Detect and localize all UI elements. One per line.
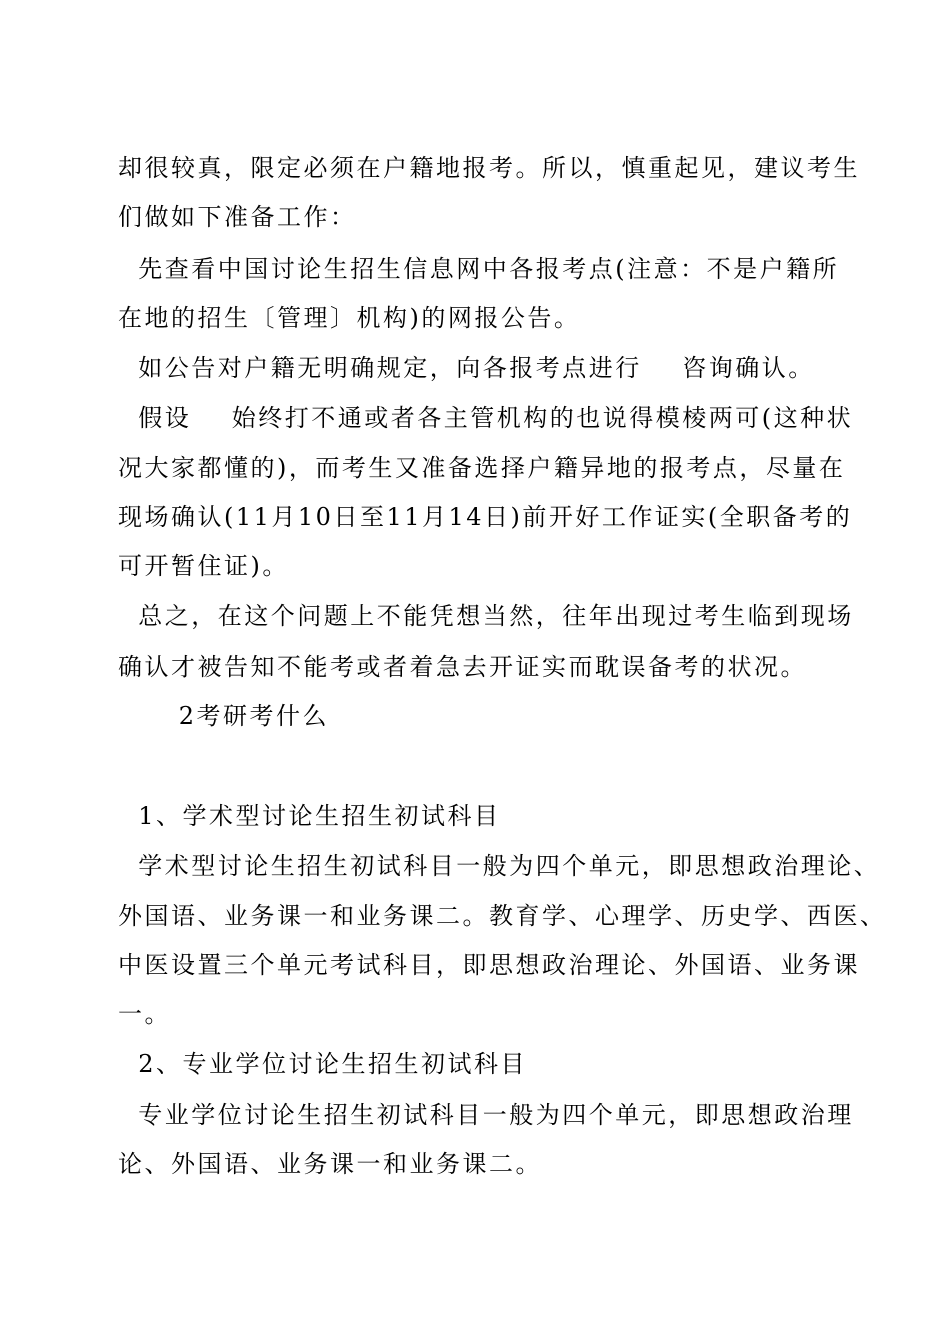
text-line: 中医设置三个单元考试科目，即思想政治理论、外国语、业务课 (118, 951, 860, 979)
text-line: 在地的招生〔管理〕机构)的网报公告。 (118, 304, 581, 332)
text-line: 现场确认(11月10日至11月14日)前开好工作证实(全职备考的 (118, 503, 853, 531)
text-line: 学术型讨论生招生初试科目一般为四个单元，即思想政治理论、 (118, 852, 881, 880)
text-line: 确认才被告知不能考或者着急去开证实而耽误备考的状况。 (118, 653, 807, 681)
text-line: 总之，在这个问题上不能凭想当然，往年出现过考生临到现场 (118, 602, 854, 630)
subsection-heading: 1、学术型讨论生招生初试科目 (118, 802, 501, 830)
text-line: 却很较真，限定必须在户籍地报考。所以，慎重起见，建议考生 (118, 154, 860, 182)
text-line: 假设 始终打不通或者各主管机构的也说得模棱两可(这种状 (118, 404, 854, 432)
subsection-heading: 2、专业学位讨论生招生初试科目 (118, 1050, 528, 1078)
text-line: 如公告对户籍无明确规定，向各报考点进行 咨询确认。 (118, 354, 815, 382)
text-line: 先查看中国讨论生招生信息网中各报考点(注意：不是户籍所 (118, 255, 840, 283)
text-line: 论、外国语、业务课一和业务课二。 (118, 1150, 542, 1178)
text-line: 外国语、业务课一和业务课二。教育学、心理学、历史学、西医、 (118, 902, 887, 930)
text-line: 专业学位讨论生招生初试科目一般为四个单元，即思想政治理 (118, 1101, 854, 1129)
text-line: 况大家都懂的)，而考生又准备选择户籍异地的报考点，尽量在 (118, 454, 846, 482)
text-line: 们做如下准备工作： (118, 203, 357, 231)
text-line: 一。 (118, 1000, 171, 1028)
text-line: 可开暂住证)。 (118, 552, 289, 580)
section-heading: 2考研考什么 (118, 702, 330, 730)
